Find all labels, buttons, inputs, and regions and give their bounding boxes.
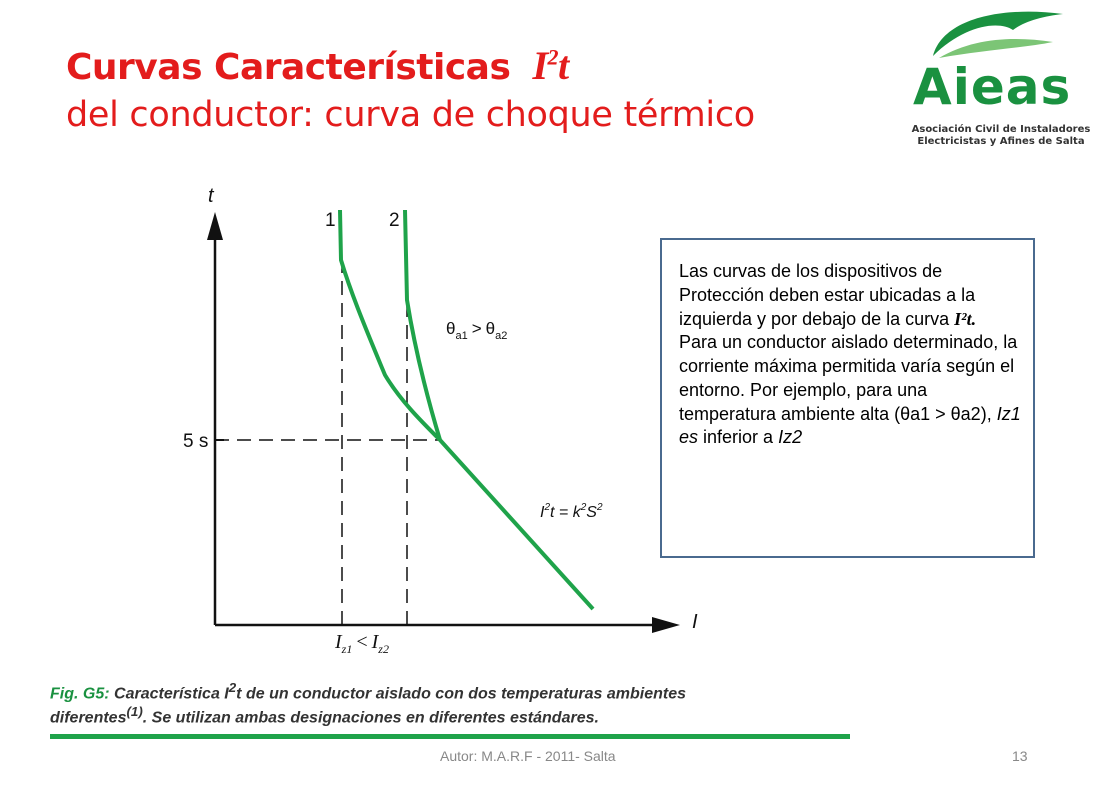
title-line-2: del conductor: curva de choque térmico <box>66 95 755 135</box>
logo-subtitle: Asociación Civil de Instaladores Electricistas y Afines de Salta <box>911 124 1091 147</box>
x-axis-label: I <box>692 611 698 633</box>
tick-label-5s: 5 s <box>183 431 209 452</box>
title-math: $I^2t$ <box>532 43 569 88</box>
formula-i2t: $I^2t = k^2S^2$ <box>540 502 603 521</box>
figure-caption: Fig. G5: Característica $I^2t$ de un conductor aislado con dos temperaturas ambientes diferentes$^{(1)}$. Se utilizan ambas designaciones en diferentes estándares. <box>50 680 687 727</box>
y-axis-arrow <box>207 212 223 240</box>
x-axis-arrow <box>652 617 680 633</box>
info-paragraph-1: Las curvas de los dispositivos de Protección deben estar ubicadas a la izquierda y por debajo de la curva I²t. <box>679 261 977 329</box>
curve-1 <box>340 210 440 440</box>
theta-relation: $\theta_{a1} > \theta_{a2}$ <box>446 319 508 342</box>
curve-2 <box>405 210 440 440</box>
curve-2-label: 2 <box>389 210 400 231</box>
info-box <box>660 238 1035 558</box>
curve-1-label: 1 <box>325 210 336 231</box>
footer-author: Autor: M.A.R.F - 2011- Salta <box>440 748 616 764</box>
x-relation: $I_{z1} < I_{z2}$ <box>335 631 389 656</box>
y-axis-label: t <box>208 185 214 207</box>
page-number: 13 <box>1012 748 1028 764</box>
green-divider <box>50 734 850 739</box>
info-paragraph-2: Para un conductor aislado determinado, la corriente máxima permitida varía según el entorno. Por ejemplo, para una temperatura ambiente alta (θa1 > θa2), Iz1 es inferior a Iz2 <box>679 332 1021 448</box>
curve-common <box>440 440 593 609</box>
title-line-1: Curvas Características $I^2t$ <box>66 43 569 88</box>
logo-brand: Aieas <box>913 58 1072 116</box>
